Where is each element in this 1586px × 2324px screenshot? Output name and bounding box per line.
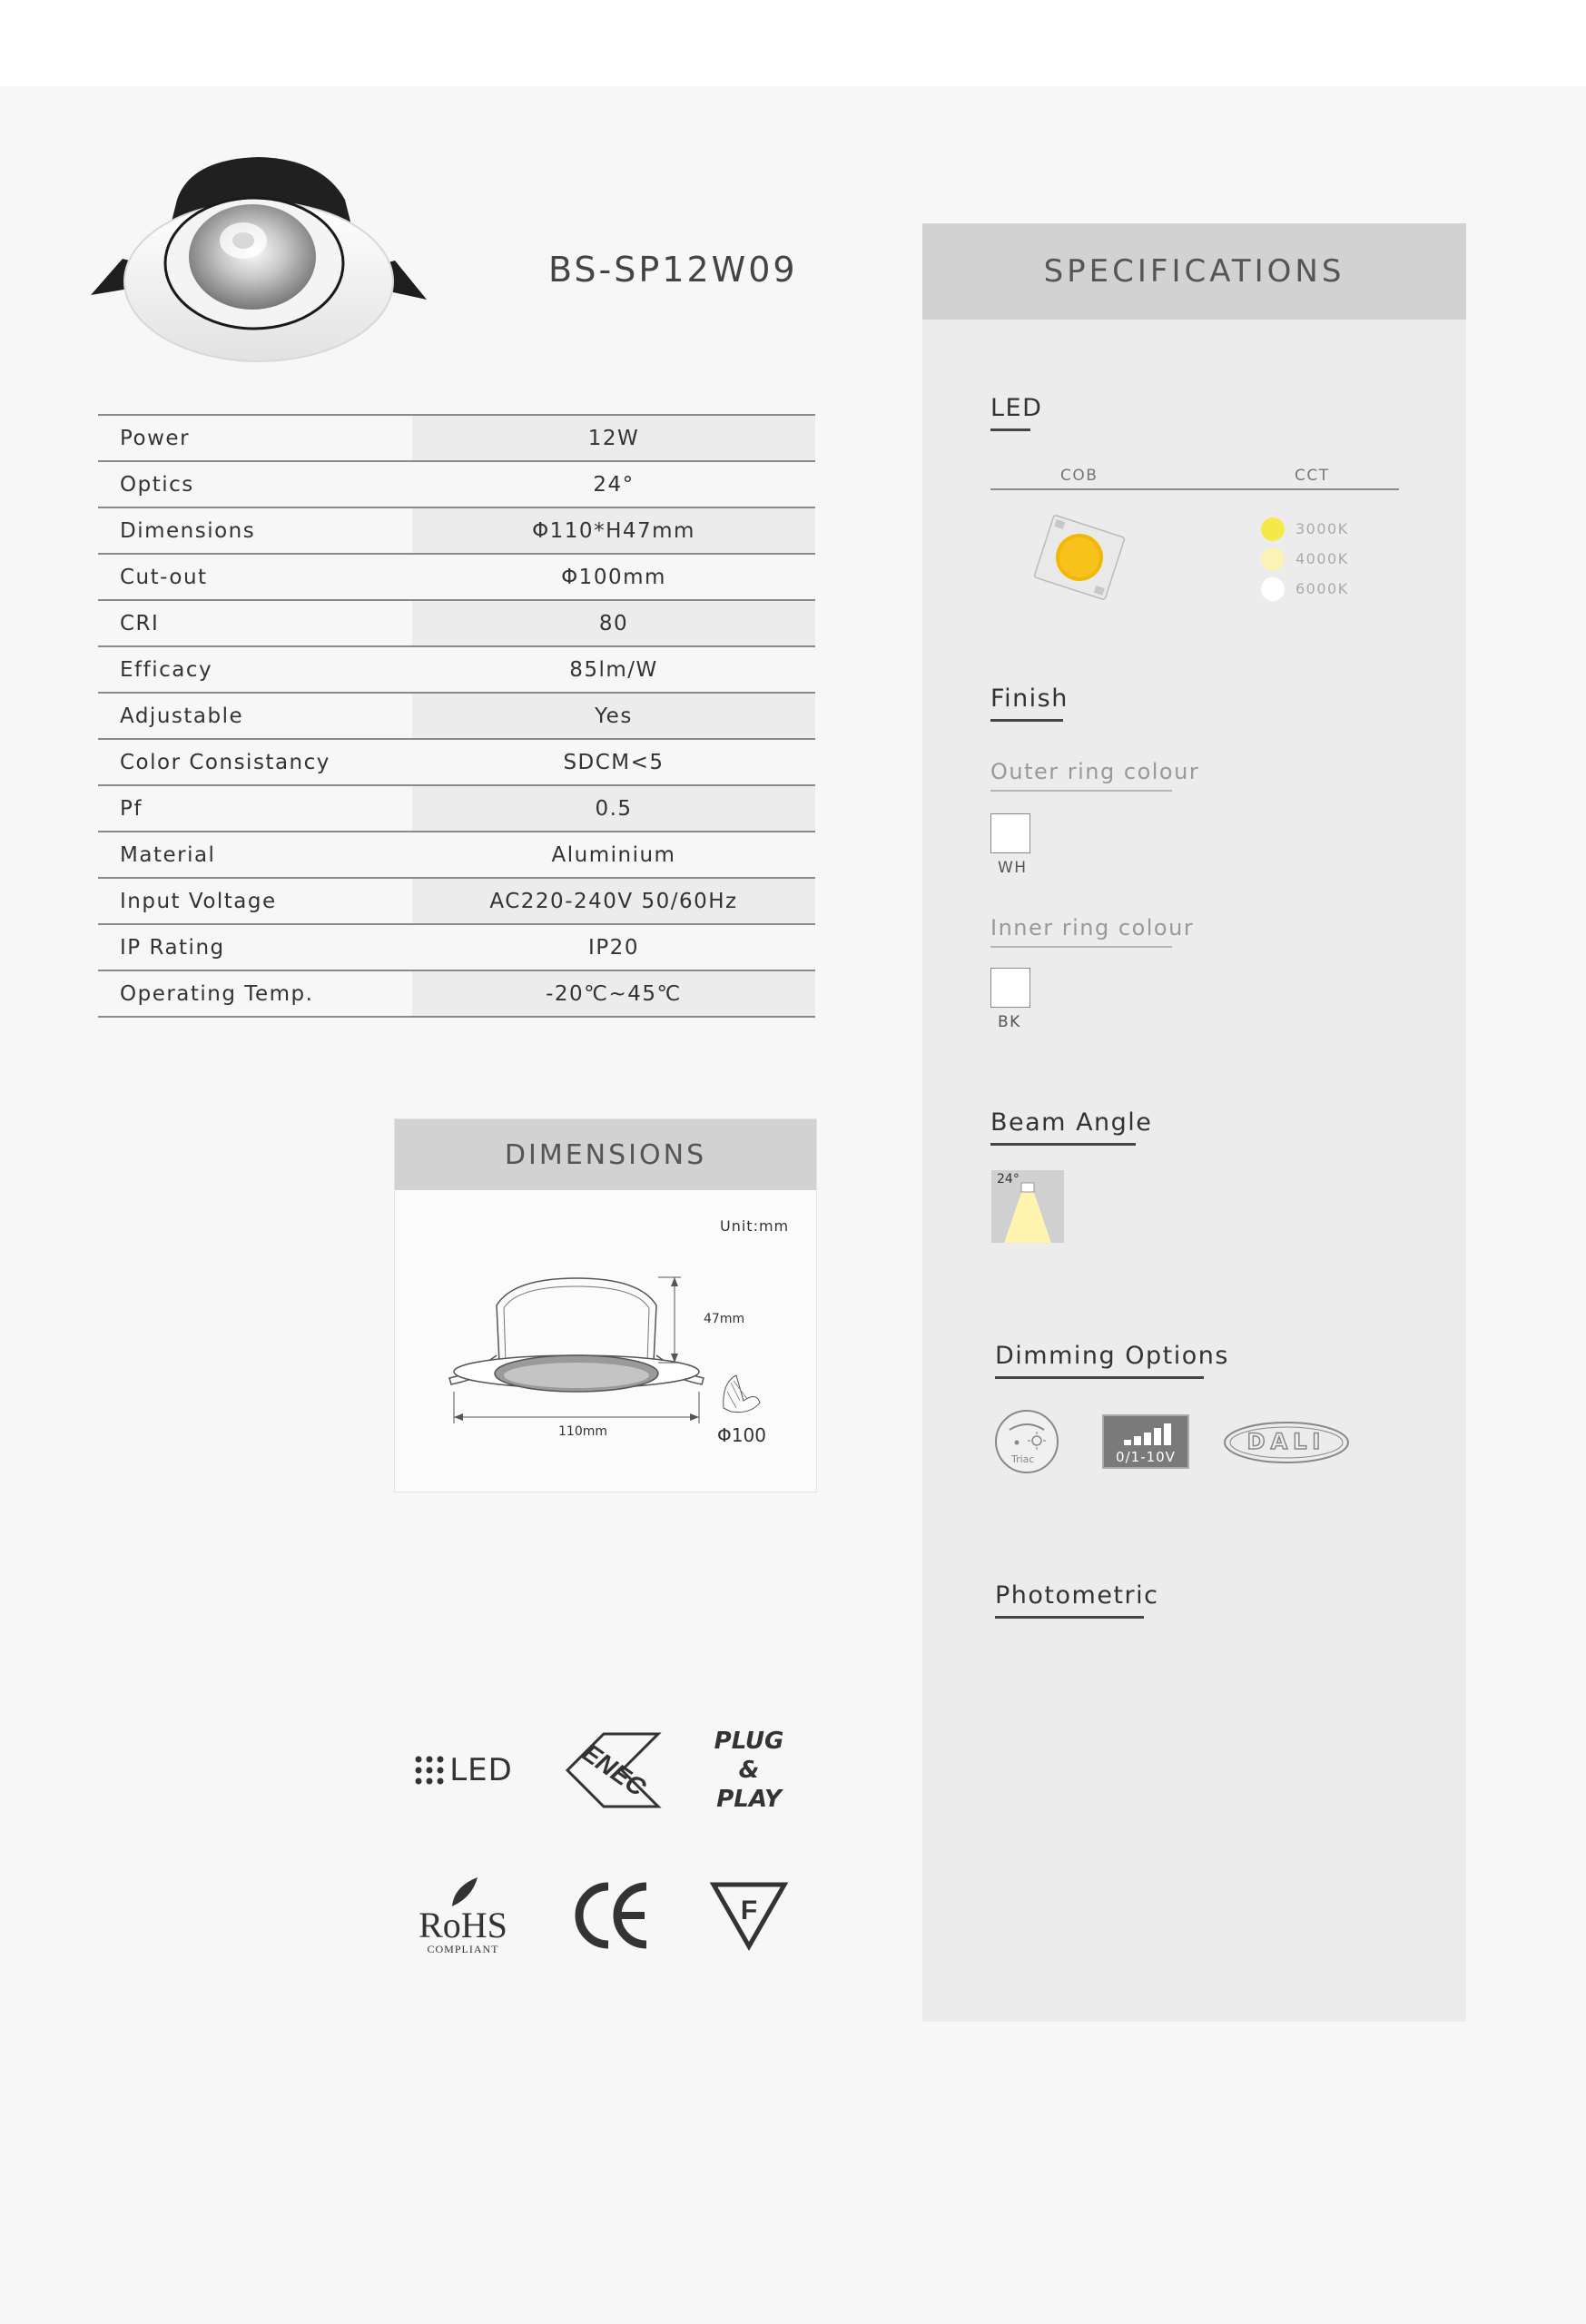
cct-color-dot [1261,547,1285,571]
spec-value: Aluminium [551,842,676,867]
spec-label: Dimensions [120,518,256,543]
triac-dimming-icon [993,1408,1060,1475]
height-dimension: 47mm [704,1312,745,1326]
spec-row [98,879,815,925]
spec-value: -20℃~45℃ [412,971,815,1016]
spec-row [98,786,815,832]
spec-row [98,740,815,786]
rohs-leaf-icon [445,1876,481,1908]
inner-ring-code: BK [998,1013,1021,1031]
play-label: PLAY [716,1786,782,1813]
spec-row [98,647,815,694]
rohs-cert-icon [399,1852,527,1979]
spec-value: SDCM<5 [563,750,665,774]
inner-ring-swatch-bk [990,968,1030,1008]
analog-dimming-icon [1102,1414,1189,1469]
spec-row [98,694,815,740]
outer-ring-swatch-wh [990,813,1030,853]
spec-label: Color Consistancy [120,750,330,774]
spec-value: IP20 [588,935,639,960]
led-dots-icon [413,1752,449,1788]
cob-label: COB [1060,467,1098,485]
amp-label: & [738,1757,760,1784]
enec-label: ENEC [576,1738,652,1802]
cct-label: 4000K [1295,550,1349,567]
spec-row [98,601,815,647]
spec-table [98,414,815,1018]
dali-dimming-icon [1222,1420,1351,1465]
width-dimension: 110mm [558,1424,607,1439]
spec-value: 0.5 [412,786,815,831]
enec-cert-icon [549,1707,676,1834]
spec-label: IP Rating [120,935,225,960]
rohs-compliant-label: COMPLIANT [427,1942,499,1955]
f-mark-cert-icon [685,1852,813,1979]
spec-row [98,416,815,462]
ce-cert-icon [549,1852,676,1979]
dimensions-title: DIMENSIONS [395,1119,816,1190]
rohs-label: RoHS [419,1904,507,1945]
cct-label: CCT [1295,467,1330,485]
beam-angle-value: 24° [997,1172,1020,1187]
cutout-dimension: Φ100 [717,1424,766,1446]
spec-label: Optics [120,472,194,497]
spec-value: 12W [412,416,815,460]
finish-section-underline [990,719,1063,722]
cct-color-dot [1261,577,1285,601]
spec-label: CRI [120,611,160,635]
spec-row [98,832,815,879]
spec-value: AC220-240V 50/60Hz [412,879,815,923]
led-section-underline [990,428,1030,431]
cct-color-dot [1261,517,1285,541]
analog-label: 0/1-10V [1116,1449,1176,1465]
cob-chip-icon [1029,514,1129,601]
inner-ring-label: Inner ring colour [990,915,1195,940]
spec-row [98,462,815,508]
spec-label: Material [120,842,216,867]
beam-angle-icon [991,1170,1064,1243]
spec-label: Pf [120,796,143,821]
outer-ring-underline [990,790,1172,792]
led-cert-label: LED [449,1752,513,1788]
dali-label: DALI [1246,1429,1326,1454]
photometric-underline [995,1616,1144,1619]
dimensions-panel [394,1118,817,1492]
spec-value: Φ100mm [561,565,666,589]
inner-ring-underline [990,946,1172,948]
spec-label: Efficacy [120,657,213,682]
beam-angle-underline [990,1143,1136,1146]
spec-label: Power [120,426,191,450]
unit-label: Unit:mm [720,1217,790,1235]
beam-angle-title: Beam Angle [990,1108,1153,1137]
product-model: BS-SP12W09 [548,250,798,290]
spec-value: Yes [412,694,815,738]
triac-label: Triac [1011,1453,1035,1465]
cct-label: 3000K [1295,520,1349,537]
spec-row [98,925,815,971]
dimming-options-title: Dimming Options [995,1342,1229,1370]
spec-value: 85lm/W [569,657,658,682]
led-section-title: LED [990,394,1043,422]
led-cert-icon [399,1707,527,1834]
spec-label: Input Voltage [120,889,277,913]
outer-ring-label: Outer ring colour [990,759,1200,784]
f-mark-label: F [740,1896,758,1925]
plug-label: PLUG [714,1728,784,1755]
downlight-product-image [82,150,436,368]
spec-value: Φ110*H47mm [412,508,815,553]
cct-label: 6000K [1295,580,1349,597]
specifications-title: SPECIFICATIONS [922,223,1466,320]
spec-row [98,555,815,601]
spec-label: Adjustable [120,704,244,728]
plug-and-play-icon [685,1707,813,1834]
dimming-options-underline [995,1376,1204,1379]
finish-section-title: Finish [990,684,1069,713]
spec-row [98,971,815,1018]
spec-label: Cut-out [120,565,208,589]
specifications-panel [922,223,1466,2022]
certification-icons [399,1707,826,2015]
led-divider [990,488,1399,490]
spec-value: 24° [593,472,635,497]
spec-value: 80 [412,601,815,645]
photometric-title: Photometric [995,1581,1159,1610]
outer-ring-code: WH [998,859,1028,877]
spec-row [98,508,815,555]
spec-label: Operating Temp. [120,981,314,1006]
